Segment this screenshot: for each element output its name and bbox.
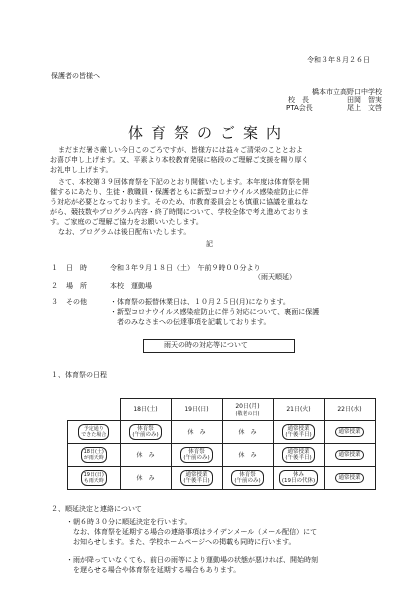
item-number: ３ <box>51 298 58 306</box>
table-cell: 休 み <box>171 421 222 444</box>
other-note: ・ 体育祭の振替休業日は、１０月２５日(月)になります。 <box>110 298 290 307</box>
col-header-text: 20日(月) <box>235 402 260 410</box>
section-postpone-heading: ２、順延決定と連絡について <box>51 505 142 513</box>
rain-postpone-note: （雨天順延） <box>254 273 296 281</box>
col-header-text: 18日(土) <box>133 406 158 413</box>
row-label: 予定通り できた場合 <box>68 421 121 444</box>
row-label: 19日(日) も雨天時 <box>68 467 121 490</box>
corner-cell <box>68 399 121 421</box>
rain-section-title: 雨天の時の対応等について <box>164 341 248 349</box>
intro-line: お喜び申し上げます。又、平素より本校教育発展に格段のご理解ご支援を賜り厚く <box>50 156 309 164</box>
table-cell: 休 み <box>222 421 273 444</box>
schedule-table <box>67 398 376 490</box>
other-note-cont: 者のみなさまへの伝達事項を記載しております。 <box>117 318 271 326</box>
item-number: ２ <box>51 282 58 290</box>
row-label: 18日(土) が雨天時 <box>68 444 121 467</box>
table-row <box>68 467 376 490</box>
table-cell: 通常授業 <box>324 444 375 467</box>
col-header-sub: (敬老の日) <box>235 410 260 417</box>
intro-line: お礼申し上げます。 <box>50 166 113 174</box>
col-header-text: 22日(水) <box>337 406 362 413</box>
note-line: ・ 雨が降っていなくても、前日の雨等により運動場の状態が悪ければ、開始時刻 <box>66 556 318 565</box>
table-row <box>68 444 376 467</box>
col-header-text: 19日(日) <box>184 406 209 413</box>
item-number: １ <box>51 264 58 272</box>
table-row <box>68 421 376 444</box>
col-header <box>273 399 324 421</box>
table-cell: 体育祭 (午前のみ) <box>171 444 222 467</box>
table-cell: 通常授業 <box>324 421 375 444</box>
intro-line: がら、競技数やプログラム内容・終了時間について、学校全体で考え進めておりま <box>50 208 309 216</box>
item-label-other: その他 <box>66 298 87 306</box>
note-line: を遅らせる場合や体育祭を延期する場合もあります。 <box>73 566 241 574</box>
table-cell: 休 み <box>120 444 171 467</box>
event-place: 本校 運動場 <box>110 282 152 290</box>
recipient: 保護者の皆様へ <box>51 72 100 80</box>
item-label-place: 場 所 <box>66 282 87 290</box>
col-header <box>222 399 273 421</box>
section-schedule-heading: １、体育祭の日程 <box>51 371 107 379</box>
col-header <box>324 399 375 421</box>
intro-line: 催するにあたり、生徒・教職員・保護者ともに新型コロナウイルス感染症防止に伴 <box>50 188 309 196</box>
event-datetime: 令和３年９月１８日（土） 午前９時００分より <box>110 264 261 272</box>
col-header <box>171 399 222 421</box>
col-header <box>120 399 171 421</box>
table-cell: 通常授業 (午後半日) <box>273 421 324 444</box>
ki-mark: 記 <box>206 240 213 248</box>
table-cell: 休み (19日の代休) <box>273 467 324 490</box>
table-cell: 通常授業 (午後半日) <box>171 467 222 490</box>
table-cell: 通常授業 <box>324 467 375 490</box>
pta-name: 尾上 文啓 <box>347 104 382 112</box>
table-cell: 休 み <box>222 444 273 467</box>
note-line: なお、体育祭を延期する場合の連絡事項はライデンメール（メール配信）にて <box>73 528 318 536</box>
note-line: ・ 朝６時３０分に順延決定を行います。 <box>66 518 191 527</box>
intro-line: さて、本校第３９回体育祭を下記のとおり開催いたします。本年度は体育祭を開 <box>58 178 310 186</box>
item-label-datetime: 日 時 <box>66 264 87 272</box>
pta-title: PTA会長 <box>286 104 313 112</box>
other-note: ・ 新型コロナウイルス感染症防止に伴う対応について、裏面に保護 <box>110 308 319 317</box>
table-cell: 体育祭 (午前のみ) <box>222 467 273 490</box>
table-cell: 通常授業 (午後半日) <box>273 444 324 467</box>
table-cell: 体育祭 (午前のみ) <box>120 421 171 444</box>
intro-line: まだまだ暑さ厳しい今日このごろですが、皆様方には益々ご清栄のこととおよ <box>58 146 303 154</box>
intro-line: なお、プログラムは後日配布いたします。 <box>58 228 191 236</box>
intro-line: う対応が必要となっております。そのため、市教育委員会とも慎重に協議を重ねな <box>50 198 309 206</box>
note-line: お知らせします。また、学校ホームページへの掲載も同時に行います。 <box>73 538 296 546</box>
col-header-text: 21日(火) <box>286 406 311 413</box>
principal-title: 校 長 <box>288 96 309 104</box>
principal-name: 田岡 智実 <box>347 96 382 104</box>
page-title: 体育祭のご案内 <box>128 124 290 142</box>
school-name: 橋本市立高野口中学校 <box>312 88 382 96</box>
letter-date: 令和３年８月２６日 <box>307 56 370 64</box>
intro-line: す。ご家庭のご理解ご協力をお願いいたします。 <box>50 218 203 226</box>
table-cell: 休 み <box>120 467 171 490</box>
